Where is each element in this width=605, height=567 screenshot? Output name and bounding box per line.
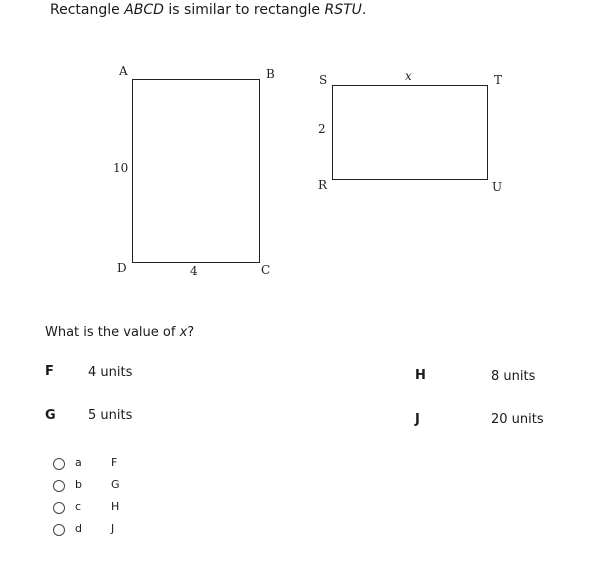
question-pre: What is the value of	[45, 325, 180, 340]
rectangle-abcd	[132, 79, 260, 263]
answer-j-letter: J	[415, 412, 420, 427]
radio-c[interactable]	[53, 502, 65, 514]
question-variable: x	[179, 325, 188, 340]
radio-b[interactable]	[53, 480, 65, 492]
option-d[interactable]	[53, 521, 115, 539]
vertex-c-label: C	[261, 263, 271, 277]
rect-rstu-name: RSTU	[324, 2, 362, 18]
radio-d[interactable]	[53, 524, 65, 536]
vertex-s-label: S	[319, 73, 328, 87]
vertex-u-label: U	[492, 180, 503, 194]
option-d-value: J	[111, 522, 115, 535]
answer-g-text: 5 units	[88, 408, 133, 423]
rectangle-rstu	[332, 85, 488, 180]
answer-f-letter: F	[45, 364, 54, 379]
side-st-length: x	[405, 69, 412, 83]
prompt-text-pre: Rectangle	[50, 2, 125, 18]
option-b[interactable]	[53, 477, 120, 495]
side-dc-length: 4	[190, 264, 198, 278]
problem-statement	[50, 2, 366, 18]
radio-a[interactable]	[53, 458, 65, 470]
answer-g-letter: G	[45, 408, 56, 423]
side-sr-length: 2	[318, 122, 326, 136]
vertex-t-label: T	[494, 73, 503, 87]
answer-h-letter: H	[415, 368, 426, 383]
vertex-b-label: B	[266, 67, 275, 81]
question-text	[45, 325, 194, 340]
prompt-text-mid: is similar to rectangle	[163, 2, 325, 18]
answer-j-text: 20 units	[491, 412, 544, 427]
option-c[interactable]	[53, 499, 120, 517]
option-b-key: b	[75, 478, 82, 491]
rect-abcd-name: ABCD	[124, 2, 164, 18]
option-a-key: a	[75, 456, 82, 469]
option-a[interactable]	[53, 455, 118, 473]
vertex-r-label: R	[318, 178, 328, 192]
option-c-key: c	[75, 500, 82, 513]
option-a-value: F	[111, 456, 118, 469]
side-ad-length: 10	[113, 161, 129, 175]
prompt-text-end: .	[361, 2, 367, 18]
vertex-d-label: D	[117, 261, 127, 275]
option-c-value: H	[111, 500, 120, 513]
option-d-key: d	[75, 522, 82, 535]
question-end: ?	[187, 325, 195, 340]
option-b-value: G	[111, 478, 120, 491]
answer-f-text: 4 units	[88, 365, 133, 380]
answer-h-text: 8 units	[491, 369, 536, 384]
vertex-a-label: A	[119, 64, 128, 78]
